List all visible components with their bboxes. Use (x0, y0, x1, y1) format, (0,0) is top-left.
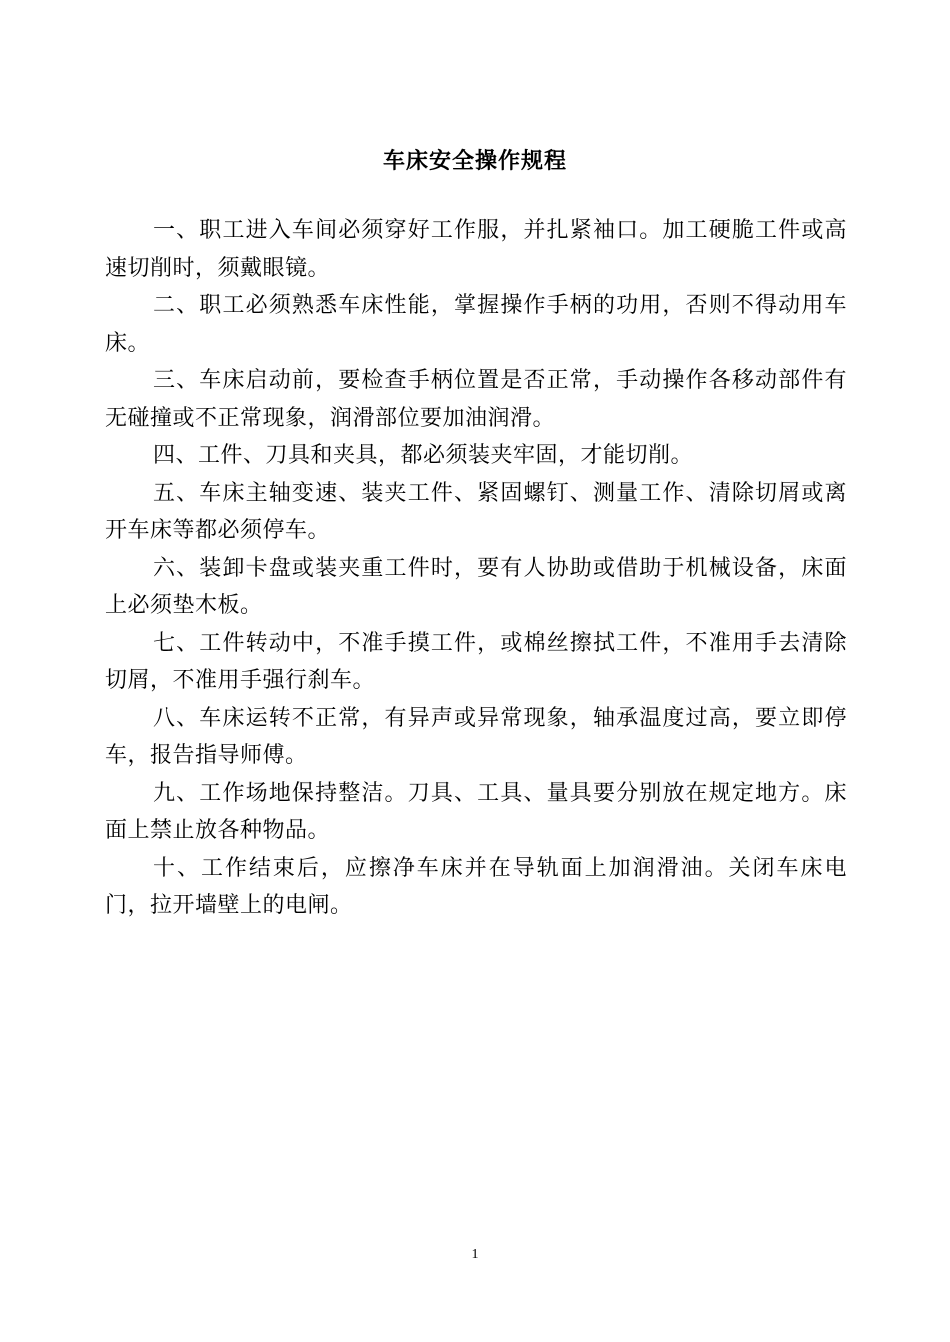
document-title: 车床安全操作规程 (382, 149, 567, 174)
rule-paragraph-9: 九、工作场地保持整洁。刀具、工具、量具要分别放在规定地方。床面上禁止放各种物品。 (105, 780, 847, 843)
rule-paragraph-4: 四、工件、刀具和夹具，都必须装夹牢固，才能切削。 (153, 443, 694, 468)
rule-paragraph-10: 十、工作结束后，应擦净车床并在导轨面上加润滑油。关闭车床电门，拉开墙壁上的电闸。 (105, 855, 847, 918)
rules-list (105, 212, 847, 925)
rule-paragraph-8: 八、车床运转不正常，有异声或异常现象，轴承温度过高，要立即停车，报告指导师傅。 (105, 705, 847, 768)
rule-paragraph-7: 七、工件转动中，不准手摸工件，或棉丝擦拭工件，不准用手去清除切屑，不准用手强行刹车。 (105, 630, 847, 693)
rule-paragraph-3: 三、车床启动前，要检查手柄位置是否正常，手动操作各移动部件有无碰撞或不正常现象，润滑部位要加油润滑。 (105, 368, 847, 431)
rule-paragraph-1: 一、职工进入车间必须穿好工作服，并扎紧袖口。加工硬脆工件或高速切削时，须戴眼镜。 (105, 218, 847, 281)
rule-paragraph-6: 六、装卸卡盘或装夹重工件时，要有人协助或借助于机械设备，床面上必须垫木板。 (105, 555, 847, 618)
page-number: 1 (471, 1247, 479, 1262)
rule-paragraph-5: 五、车床主轴变速、装夹工件、紧固螺钉、测量工作、清除切屑或离开车床等都必须停车。 (105, 480, 847, 543)
rule-paragraph-2: 二、职工必须熟悉车床性能，掌握操作手柄的功用，否则不得动用车床。 (105, 293, 847, 356)
